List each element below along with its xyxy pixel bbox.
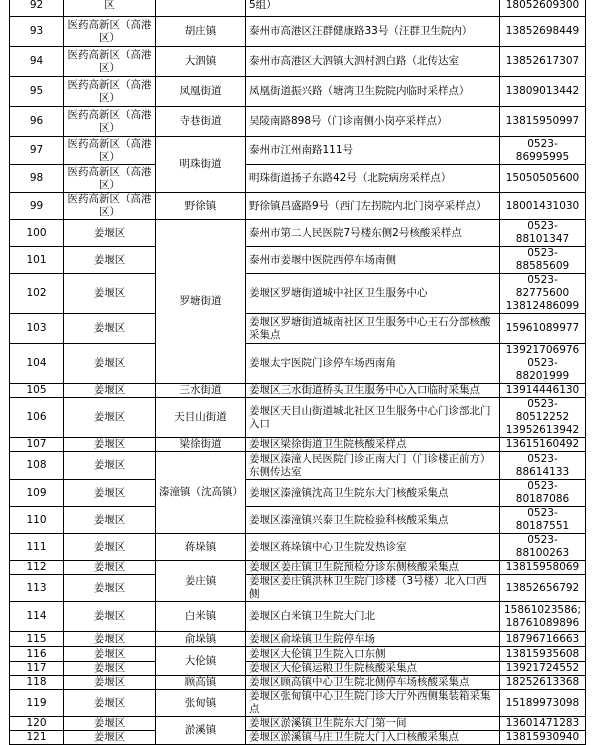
district-cell: 医药高新区（高港区）: [64, 165, 156, 193]
row-number-cell: 97: [10, 137, 64, 165]
row-number-cell: 113: [10, 575, 64, 602]
table-row: [10, 384, 586, 398]
address-cell: 姜堰区梁徐街道卫生院核酸采样点: [246, 438, 500, 452]
street-cell: [156, 0, 246, 17]
address-cell: 姜堰区溱潼人民医院门诊正南大门（门诊楼正前方）东侧传达室: [246, 452, 500, 480]
district-cell: 姜堰区: [64, 561, 156, 575]
table-row: [10, 690, 586, 717]
row-number-cell: 100: [10, 220, 64, 247]
address-cell: 凤凰街道振兴路（塘湾卫生院院内临时采样点）: [246, 77, 500, 107]
address-cell: 姜堰区罗塘街道城南社区卫生服务中心王石分部核酸采集点: [246, 314, 500, 344]
street-cell: 淤溪镇: [156, 717, 246, 745]
phone-cell: 0523-80512252 13952613942: [500, 398, 586, 438]
address-cell: 姜堰区天目山街道城北社区卫生服务中心门诊部北门入口: [246, 398, 500, 438]
table-row: [10, 274, 586, 314]
row-number-cell: 108: [10, 452, 64, 480]
street-cell: 三水街道: [156, 384, 246, 398]
row-number-cell: 112: [10, 561, 64, 575]
phone-cell: 15050505600: [500, 165, 586, 193]
table-row: [10, 344, 586, 384]
district-cell: 姜堰区: [64, 452, 156, 480]
table-row: [10, 165, 586, 193]
row-number-cell: 103: [10, 314, 64, 344]
phone-cell: 18252613368: [500, 676, 586, 690]
phone-cell: 0523-80187551: [500, 507, 586, 534]
street-cell: 寺巷街道: [156, 107, 246, 137]
table-row: [10, 717, 586, 731]
phone-cell: 0523-88100263: [500, 534, 586, 561]
row-number-cell: 93: [10, 17, 64, 47]
phone-cell: 15189973098: [500, 690, 586, 717]
district-cell: 医药高新区（高港区）: [64, 193, 156, 220]
phone-cell: 13921724552: [500, 662, 586, 676]
table-row: [10, 507, 586, 534]
sampling-sites-table: [9, 0, 586, 745]
district-cell: 姜堰区: [64, 398, 156, 438]
table-row: [10, 107, 586, 137]
district-cell: 姜堰区: [64, 676, 156, 690]
district-cell: 姜堰区: [64, 632, 156, 647]
table-row: [10, 0, 586, 17]
table-row: [10, 731, 586, 745]
address-cell: 泰州市高港区大泗镇大泗村泗白路（北传达室: [246, 47, 500, 77]
phone-cell: 13815958069: [500, 561, 586, 575]
phone-cell: 15861023586; 18761089896: [500, 602, 586, 632]
row-number-cell: 114: [10, 602, 64, 632]
row-number-cell: 101: [10, 247, 64, 274]
table-row: [10, 575, 586, 602]
row-number-cell: 120: [10, 717, 64, 731]
phone-cell: 13852617307: [500, 47, 586, 77]
table-row: [10, 47, 586, 77]
district-cell: 医药高新区（高港区）: [64, 77, 156, 107]
street-cell: 溱潼镇（沈高镇）: [156, 452, 246, 534]
row-number-cell: 110: [10, 507, 64, 534]
address-cell: 野徐镇昌盛路9号（西门左拐院内北门岗亭采样点）: [246, 193, 500, 220]
address-cell: 明珠街道扬子东路42号（北院病房采样点）: [246, 165, 500, 193]
table-row: [10, 452, 586, 480]
address-cell: 姜堰区白米镇卫生院大门北: [246, 602, 500, 632]
address-cell: 姜堰区溱潼镇兴泰卫生院检验科核酸采集点: [246, 507, 500, 534]
phone-cell: 15961089977: [500, 314, 586, 344]
phone-cell: 13815950997: [500, 107, 586, 137]
street-cell: 张甸镇: [156, 690, 246, 717]
district-cell: 姜堰区: [64, 438, 156, 452]
street-cell: 凤凰街道: [156, 77, 246, 107]
row-number-cell: 106: [10, 398, 64, 438]
district-cell: 姜堰区: [64, 534, 156, 561]
district-cell: 姜堰区: [64, 247, 156, 274]
district-cell: 姜堰区: [64, 507, 156, 534]
phone-cell: 13815930940: [500, 731, 586, 745]
address-cell: 姜堰区大伦镇卫生院入口东侧: [246, 647, 500, 662]
row-number-cell: 111: [10, 534, 64, 561]
table-row: [10, 561, 586, 575]
table-row: [10, 676, 586, 690]
table-row: [10, 534, 586, 561]
street-cell: 俞垛镇: [156, 632, 246, 647]
row-number-cell: 94: [10, 47, 64, 77]
row-number-cell: 92: [10, 0, 64, 17]
address-cell: 泰州市江州南路111号: [246, 137, 500, 165]
table-row: [10, 602, 586, 632]
district-cell: 姜堰区: [64, 717, 156, 731]
district-cell: 姜堰区: [64, 731, 156, 745]
phone-cell: 18001431030: [500, 193, 586, 220]
street-cell: 明珠街道: [156, 137, 246, 193]
phone-cell: 0523-82775600 13812486099: [500, 274, 586, 314]
row-number-cell: 115: [10, 632, 64, 647]
address-cell: 姜堰区张甸镇中心卫生院门诊大厅外西侧集装箱采集点: [246, 690, 500, 717]
district-cell: 医药高新区（高港区）: [64, 107, 156, 137]
row-number-cell: 107: [10, 438, 64, 452]
address-cell: 姜堰区溱潼镇沈高卫生院东大门核酸采集点: [246, 480, 500, 507]
address-cell: 姜堰区三水街道桥头卫生服务中心入口临时采集点: [246, 384, 500, 398]
row-number-cell: 118: [10, 676, 64, 690]
street-cell: 白米镇: [156, 602, 246, 632]
phone-cell: 18796716663: [500, 632, 586, 647]
address-cell: 泰州市姜堰中医院西停车场南侧: [246, 247, 500, 274]
table-row: [10, 137, 586, 165]
address-cell: 姜堰区蒋垛镇中心卫生院发热诊室: [246, 534, 500, 561]
phone-cell: 0523-80187086: [500, 480, 586, 507]
street-cell: 大伦镇: [156, 647, 246, 676]
address-cell: 泰州市第二人民医院7号楼东侧2号核酸采样点: [246, 220, 500, 247]
phone-cell: 18052609300: [500, 0, 586, 17]
phone-cell: 13615160492: [500, 438, 586, 452]
district-cell: 姜堰区: [64, 647, 156, 662]
table-row: [10, 247, 586, 274]
row-number-cell: 98: [10, 165, 64, 193]
phone-cell: 13852656792: [500, 575, 586, 602]
street-cell: 天目山街道: [156, 398, 246, 438]
district-cell: 姜堰区: [64, 220, 156, 247]
district-cell: 医药高新区（高港区）: [64, 47, 156, 77]
street-cell: 顾高镇: [156, 676, 246, 690]
address-cell: 姜堰区淤溪镇卫生院东大门第一间: [246, 717, 500, 731]
row-number-cell: 105: [10, 384, 64, 398]
row-number-cell: 119: [10, 690, 64, 717]
address-cell: 姜堰区顾高镇中心卫生院北侧停车场核酸采集点: [246, 676, 500, 690]
table-row: [10, 398, 586, 438]
street-cell: 罗塘街道: [156, 220, 246, 384]
district-cell: 姜堰区: [64, 344, 156, 384]
table-row: [10, 17, 586, 47]
phone-cell: 0523-88585609: [500, 247, 586, 274]
phone-cell: 13809013442: [500, 77, 586, 107]
row-number-cell: 95: [10, 77, 64, 107]
address-cell: 泰州市高港区汪群健康路33号（汪群卫生院内）: [246, 17, 500, 47]
row-number-cell: 121: [10, 731, 64, 745]
table-row: [10, 314, 586, 344]
row-number-cell: 96: [10, 107, 64, 137]
table-row: [10, 647, 586, 662]
district-cell: 区: [64, 0, 156, 17]
row-number-cell: 116: [10, 647, 64, 662]
street-cell: 大泗镇: [156, 47, 246, 77]
address-cell: 姜堰区姜庄镇洪林卫生院门诊楼（3号楼）北入口西侧: [246, 575, 500, 602]
district-cell: 姜堰区: [64, 662, 156, 676]
address-cell: 5组）: [246, 0, 500, 17]
district-cell: 姜堰区: [64, 274, 156, 314]
address-cell: 姜堰区罗塘街道城中社区卫生服务中心: [246, 274, 500, 314]
district-cell: 医药高新区（高港区）: [64, 17, 156, 47]
table-container: [9, 0, 586, 745]
table-row: [10, 438, 586, 452]
street-cell: 胡庄镇: [156, 17, 246, 47]
row-number-cell: 99: [10, 193, 64, 220]
street-cell: 蒋垛镇: [156, 534, 246, 561]
phone-cell: 0523-88101347: [500, 220, 586, 247]
district-cell: 医药高新区（高港区）: [64, 137, 156, 165]
address-cell: 姜堰太宇医院门诊停车场西南角: [246, 344, 500, 384]
row-number-cell: 109: [10, 480, 64, 507]
street-cell: 野徐镇: [156, 193, 246, 220]
table-row: [10, 632, 586, 647]
district-cell: 姜堰区: [64, 314, 156, 344]
phone-cell: 13914446130: [500, 384, 586, 398]
row-number-cell: 102: [10, 274, 64, 314]
street-cell: 梁徐街道: [156, 438, 246, 452]
district-cell: 姜堰区: [64, 602, 156, 632]
table-row: [10, 480, 586, 507]
phone-cell: 13852698449: [500, 17, 586, 47]
table-row: [10, 193, 586, 220]
table-row: [10, 662, 586, 676]
address-cell: 姜堰区淤溪镇马庄卫生院大门入口核酸采集点: [246, 731, 500, 745]
row-number-cell: 117: [10, 662, 64, 676]
row-number-cell: 104: [10, 344, 64, 384]
phone-cell: 13815935608: [500, 647, 586, 662]
phone-cell: 0523-86995995: [500, 137, 586, 165]
address-cell: 吴陵南路898号（门诊南侧小岗亭采样点）: [246, 107, 500, 137]
district-cell: 姜堰区: [64, 575, 156, 602]
table-row: [10, 77, 586, 107]
phone-cell: 13921706976 0523-88201999: [500, 344, 586, 384]
district-cell: 姜堰区: [64, 480, 156, 507]
phone-cell: 13601471283: [500, 717, 586, 731]
table-row: [10, 220, 586, 247]
address-cell: 姜堰区大伦镇运粮卫生院核酸采集点: [246, 662, 500, 676]
phone-cell: 0523-88614133: [500, 452, 586, 480]
district-cell: 姜堰区: [64, 690, 156, 717]
street-cell: 姜庄镇: [156, 561, 246, 602]
address-cell: 姜堰区姜庄镇卫生院预检分诊东侧核酸采集点: [246, 561, 500, 575]
address-cell: 姜堰区俞垛镇卫生院停车场: [246, 632, 500, 647]
district-cell: 姜堰区: [64, 384, 156, 398]
